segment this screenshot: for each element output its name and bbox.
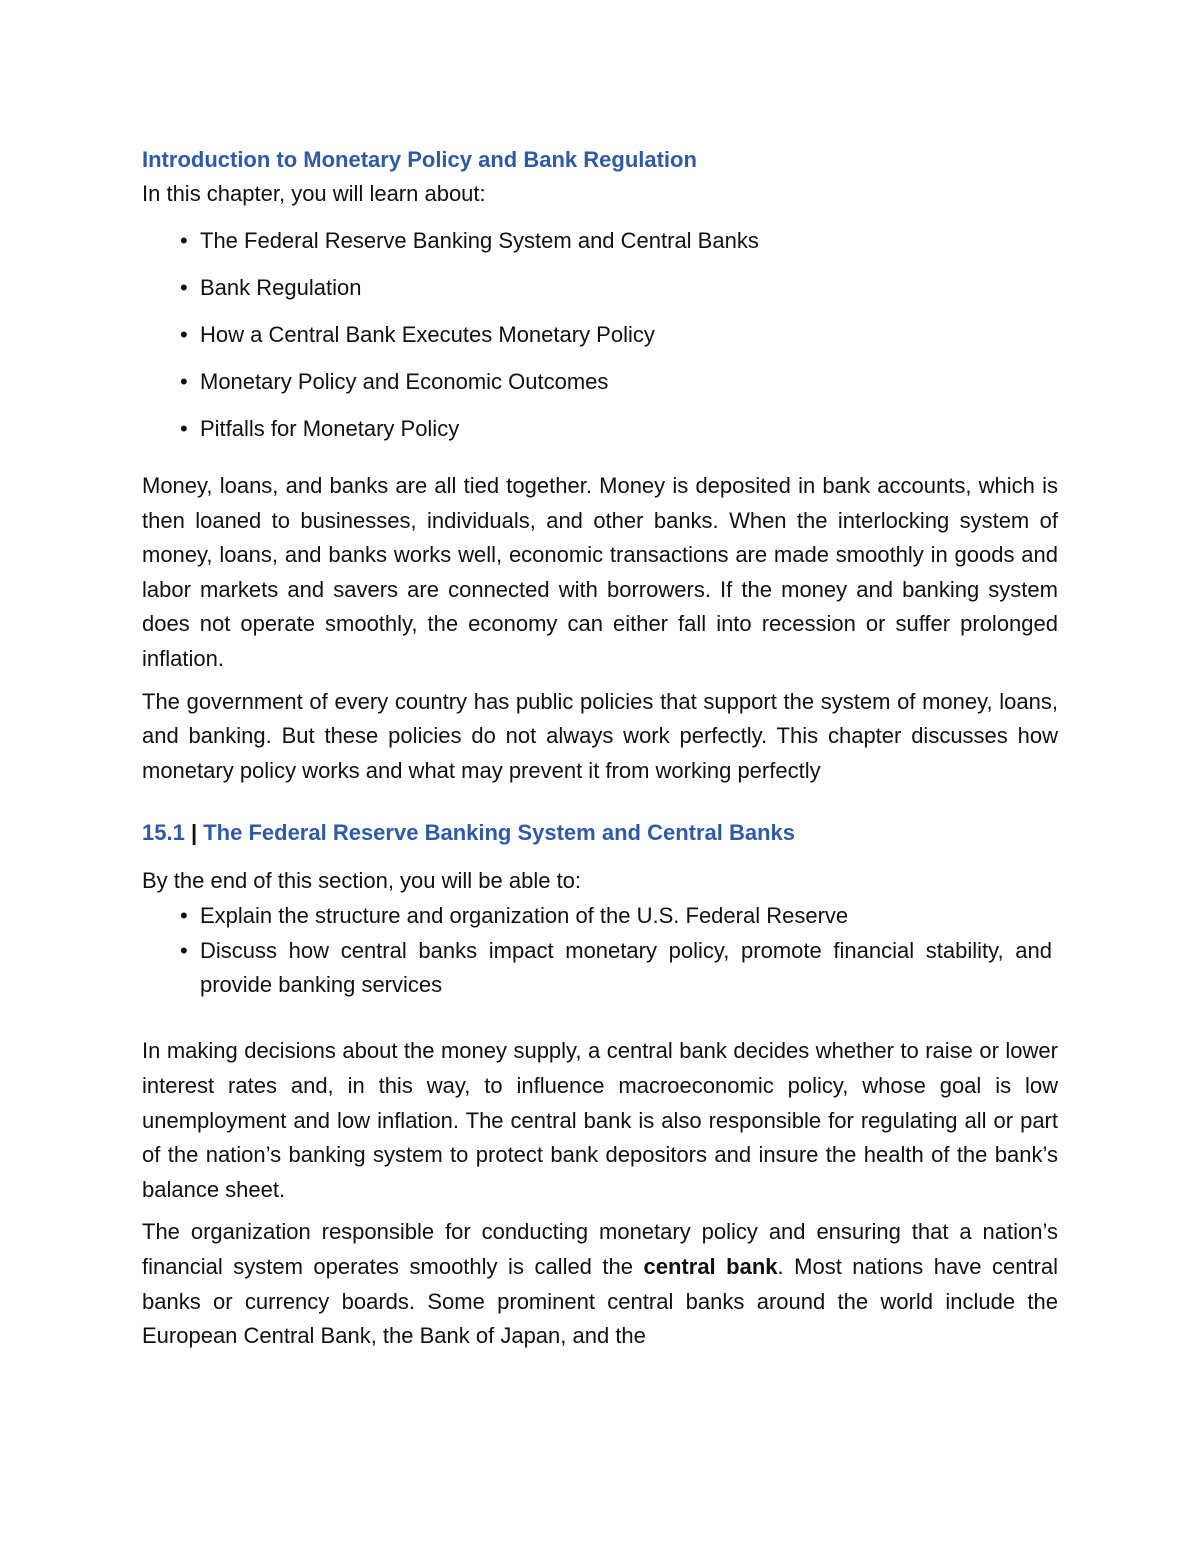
paragraph-text: . Most nations have central banks or currency boards. Some prominent central banks around the world include the European Central Bank, the Bank of Japan, and the — [142, 1253, 1058, 1349]
intro-lead: In this chapter, you will learn about: — [142, 181, 486, 206]
objective-item: • Discuss how central banks impact monetary policy, promote financial stability, and provide banking services — [180, 934, 1058, 1002]
section-title: The Federal Reserve Banking System and Central Banks — [203, 820, 796, 846]
chapter-topics-list — [142, 224, 1058, 446]
topic-item: • Bank Regulation — [180, 271, 1058, 305]
learning-objectives-list — [142, 899, 1058, 1002]
section-separator: | — [190, 820, 198, 846]
objective-item: • Explain the structure and organization of the U.S. Federal Reserve — [180, 899, 1058, 933]
section-lead: By the end of this section, you will be able to: — [142, 868, 582, 894]
topic-item: • Monetary Policy and Economic Outcomes — [180, 365, 1058, 399]
topic-item: • Pitfalls for Monetary Policy — [180, 412, 1058, 446]
section-heading — [142, 816, 1058, 850]
key-term-central-bank: central bank — [643, 1253, 778, 1279]
paragraph-text: The organization responsible for conducting monetary policy and ensuring that a nation’s financial system operates smoothly is called the — [142, 1219, 1058, 1279]
chapter-intro-title: Introduction to Monetary Policy and Bank Regulation — [142, 147, 697, 172]
document-page — [142, 143, 1058, 1354]
topic-item: • How a Central Bank Executes Monetary Policy — [180, 318, 1058, 352]
section-number: 15.1 — [142, 820, 185, 846]
section-paragraph-1: In making decisions about the money supply, a central bank decides whether to raise or lower interest rates and, in this way, to influence macroeconomic policy, whose goal is low unemployment and low inflation. The central bank is also responsible for regulating all or part of the nation’s banking system to protect bank depositors and insure the health of the bank’s balance sheet. — [142, 1038, 1058, 1202]
topic-item: • The Federal Reserve Banking System and Central Banks — [180, 224, 1058, 258]
intro-paragraph-2: The government of every country has public policies that support the system of money, loans, and banking. But these policies do not always work perfectly. This chapter discusses how monetary policy works and what may prevent it from working perfectly — [142, 688, 1058, 783]
intro-paragraph-1: Money, loans, and banks are all tied together. Money is deposited in bank accounts, which is then loaned to businesses, individuals, and other banks. When the interlocking system of money, loans, and banks works well, economic transactions are made smoothly in goods and labor markets and savers are connected with borrowers. If the money and banking system does not operate smoothly, the economy can either fall into recession or suffer prolonged inflation. — [142, 473, 1058, 671]
section-paragraph-2 — [142, 1215, 1058, 1353]
